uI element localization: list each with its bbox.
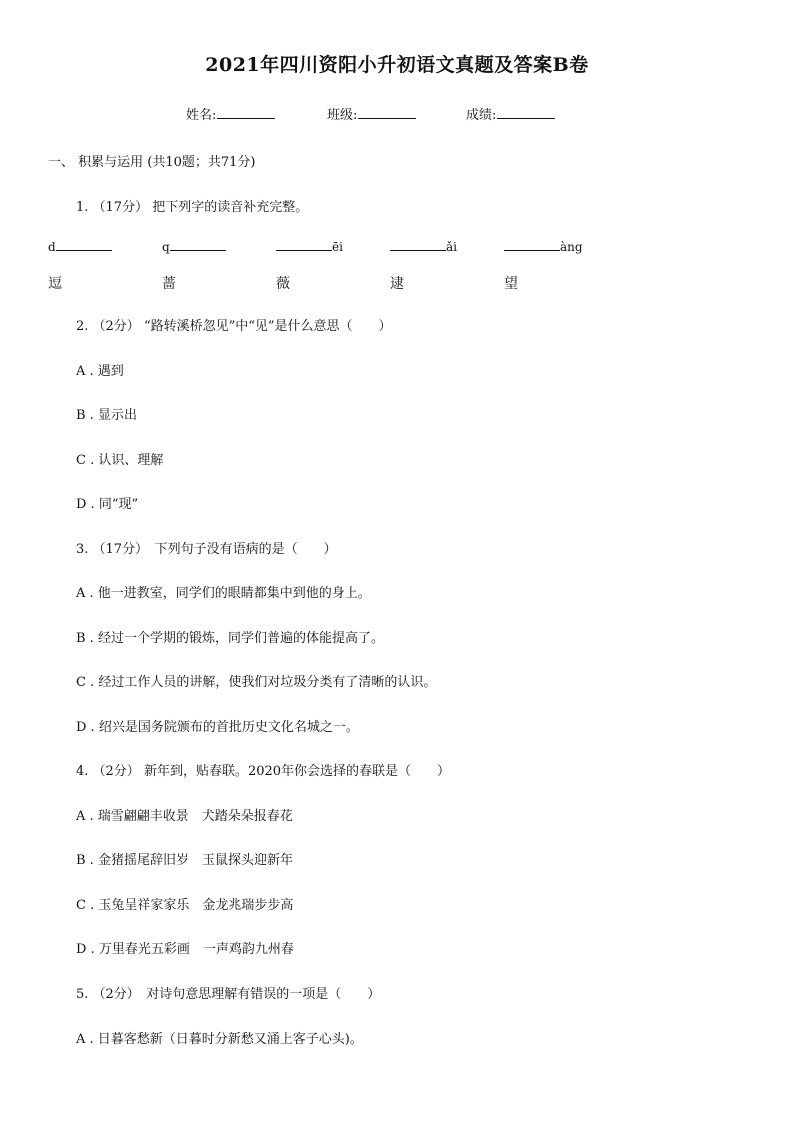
question-3-option-a: A . 他一进教室，同学们的眼睛都集中到他的身上。 — [76, 586, 371, 601]
name-label: 姓名: — [186, 108, 217, 123]
question-3-option-d: D . 绍兴是国务院颁布的首批历史文化名城之一。 — [76, 720, 359, 735]
page-title: 2021年四川资阳小升初语文真题及答案B卷 — [205, 54, 589, 76]
pinyin-blank-4: ǎi — [390, 240, 457, 254]
question-4-option-d: D . 万里春光五彩画 一声鸡韵九州春 — [76, 942, 294, 957]
question-2-stem: 2. （2分） “路转溪桥忽见”中“见”是什么意思（ ） — [76, 319, 392, 334]
question-4-option-a: A . 瑞雪翩翩丰收景 犬踏朵朵报春花 — [76, 809, 293, 824]
name-blank — [217, 106, 275, 119]
char-2: 蔷 — [162, 276, 176, 292]
section-heading: 一、 积累与运用 (共10题；共71分) — [48, 155, 256, 170]
question-3-option-b: B . 经过一个学期的锻炼，同学们普遍的体能提高了。 — [76, 631, 384, 646]
question-2-option-a: A . 遇到 — [76, 364, 124, 379]
question-3-stem: 3. （17分） 下列句子没有语病的是（ ） — [76, 542, 337, 557]
class-label: 班级: — [327, 108, 358, 123]
score-blank — [497, 106, 555, 119]
question-2-option-b: B . 显示出 — [76, 408, 137, 423]
question-2-option-c: C . 认识、理解 — [76, 453, 164, 468]
pinyin-blank-3: ēi — [276, 240, 343, 254]
pinyin-blank-2: q — [162, 240, 226, 254]
score-label: 成绩: — [466, 108, 497, 123]
name-field — [186, 104, 275, 123]
question-5-option-a: A . 日暮客愁新（日暮时分新愁又涌上客子心头)。 — [76, 1032, 363, 1047]
question-4-option-b: B . 金猪摇尾辞旧岁 玉鼠探头迎新年 — [76, 853, 293, 868]
score-field — [466, 104, 555, 123]
question-1-stem: 1. （17分） 把下列字的读音补充完整。 — [76, 200, 309, 215]
class-field — [327, 104, 416, 123]
pinyin-blank-1: d — [48, 240, 112, 254]
question-3-option-c: C . 经过工作人员的讲解，使我们对垃圾分类有了清晰的认识。 — [76, 675, 437, 690]
class-blank — [358, 106, 416, 119]
pinyin-blank-5: àng — [504, 240, 583, 254]
question-5-stem: 5. （2分） 对诗句意思理解有错误的一项是（ ） — [76, 987, 381, 1002]
question-2-option-d: D . 同“现” — [76, 497, 139, 512]
char-1: 逗 — [48, 276, 62, 292]
question-4-stem: 4. （2分） 新年到，贴春联。2020年你会选择的春联是（ ） — [76, 764, 451, 779]
char-4: 逮 — [390, 276, 404, 292]
char-3: 薇 — [276, 276, 290, 292]
char-5: 望 — [504, 276, 518, 292]
question-4-option-c: C . 玉兔呈祥家家乐 金龙兆瑞步步高 — [76, 898, 294, 913]
